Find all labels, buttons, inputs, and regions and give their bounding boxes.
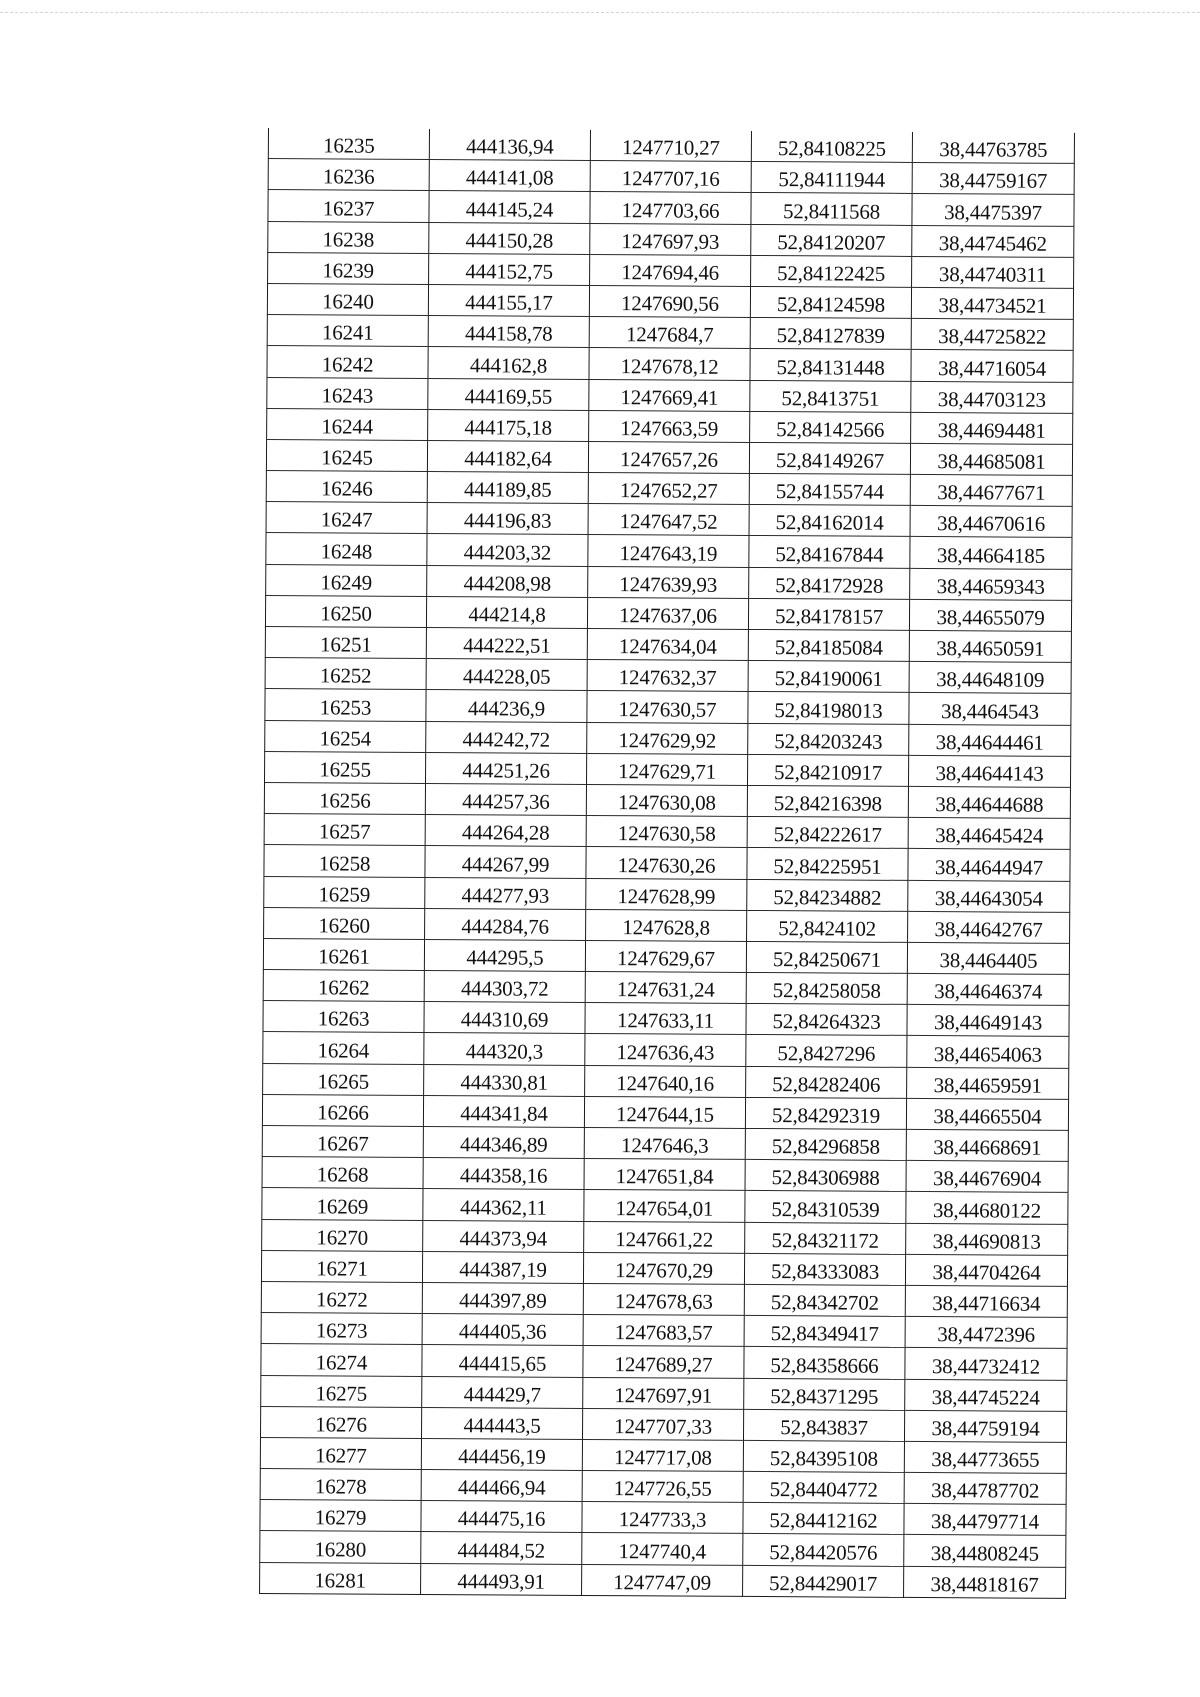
point-number-cell: 16268 (262, 1157, 423, 1189)
latitude-cell: 52,84142566 (750, 411, 911, 443)
y-coordinate-cell: 1247644,15 (584, 1096, 745, 1128)
x-coordinate-cell: 444295,5 (424, 939, 585, 971)
latitude-cell: 52,84296858 (745, 1128, 906, 1160)
x-coordinate-cell: 444362,11 (423, 1189, 584, 1221)
y-coordinate-cell: 1247661,22 (584, 1221, 745, 1253)
y-coordinate-cell: 1247683,57 (583, 1315, 744, 1347)
latitude-cell: 52,84190061 (748, 661, 909, 693)
coordinates-table-container (268, 128, 1074, 1597)
longitude-cell: 38,44716054 (911, 350, 1073, 382)
y-coordinate-cell: 1247697,93 (590, 223, 751, 255)
x-coordinate-cell: 444373,94 (423, 1220, 584, 1252)
longitude-cell: 38,44716634 (905, 1285, 1067, 1317)
latitude-cell: 52,8424102 (747, 910, 908, 942)
x-coordinate-cell: 444228,05 (426, 659, 587, 691)
latitude-cell: 52,843837 (743, 1409, 904, 1441)
x-coordinate-cell: 444284,76 (425, 908, 586, 940)
coordinates-table (259, 128, 1075, 1599)
table-row (267, 377, 1073, 413)
longitude-cell: 38,44665504 (906, 1098, 1068, 1130)
longitude-cell: 38,44659591 (907, 1067, 1069, 1099)
x-coordinate-cell: 444475,16 (421, 1501, 582, 1533)
y-coordinate-cell: 1247628,99 (586, 878, 747, 910)
latitude-cell: 52,84122425 (751, 255, 912, 287)
longitude-cell: 38,44763785 (912, 132, 1074, 164)
table-row (264, 907, 1070, 943)
y-coordinate-cell: 1247630,57 (587, 691, 748, 723)
point-number-cell: 16280 (260, 1531, 421, 1563)
point-number-cell: 16236 (268, 159, 429, 191)
point-number-cell: 16269 (262, 1188, 423, 1220)
latitude-cell: 52,84172928 (749, 567, 910, 599)
longitude-cell: 38,44703123 (911, 381, 1073, 413)
x-coordinate-cell: 444162,8 (428, 347, 589, 379)
point-number-cell: 16241 (267, 315, 428, 347)
longitude-cell: 38,44670616 (910, 506, 1072, 538)
table-row (268, 252, 1074, 288)
longitude-cell: 38,4464405 (907, 942, 1069, 974)
table-row (262, 1188, 1068, 1224)
point-number-cell: 16242 (267, 346, 428, 378)
latitude-cell: 52,84420576 (743, 1534, 904, 1566)
x-coordinate-cell: 444264,28 (425, 815, 586, 847)
y-coordinate-cell: 1247634,04 (587, 628, 748, 660)
longitude-cell: 38,44680122 (906, 1192, 1068, 1224)
table-row (261, 1250, 1067, 1286)
y-coordinate-cell: 1247639,93 (588, 566, 749, 598)
longitude-cell: 38,44650591 (909, 630, 1071, 662)
table-row (264, 814, 1070, 850)
x-coordinate-cell: 444150,28 (429, 222, 590, 254)
longitude-cell: 38,44649143 (907, 1005, 1069, 1037)
point-number-cell: 16247 (266, 502, 427, 534)
y-coordinate-cell: 1247740,4 (582, 1533, 743, 1565)
y-coordinate-cell: 1247628,8 (586, 909, 747, 941)
table-row (266, 439, 1072, 475)
x-coordinate-cell: 444208,98 (427, 565, 588, 597)
longitude-cell: 38,44677671 (910, 474, 1072, 506)
point-number-cell: 16266 (262, 1094, 423, 1126)
latitude-cell: 52,8427296 (746, 1035, 907, 1067)
x-coordinate-cell: 444443,5 (421, 1407, 582, 1439)
y-coordinate-cell: 1247733,3 (582, 1502, 743, 1534)
point-number-cell: 16246 (266, 471, 427, 503)
point-number-cell: 16258 (264, 845, 425, 877)
y-coordinate-cell: 1247717,08 (582, 1439, 743, 1471)
latitude-cell: 52,84149267 (749, 442, 910, 474)
table-row (264, 845, 1070, 881)
x-coordinate-cell: 444277,93 (425, 877, 586, 909)
latitude-cell: 52,84342702 (744, 1284, 905, 1316)
table-row (263, 1063, 1069, 1099)
table-row (265, 720, 1071, 756)
table-row (266, 471, 1072, 507)
longitude-cell: 38,44646374 (907, 973, 1069, 1005)
x-coordinate-cell: 444145,24 (429, 191, 590, 223)
table-row (268, 190, 1074, 226)
point-number-cell: 16243 (267, 377, 428, 409)
longitude-cell: 38,44644461 (909, 724, 1071, 756)
longitude-cell: 38,44648109 (909, 662, 1071, 694)
point-number-cell: 16272 (261, 1281, 422, 1313)
point-number-cell: 16277 (260, 1437, 421, 1469)
x-coordinate-cell: 444203,32 (427, 534, 588, 566)
point-number-cell: 16273 (261, 1313, 422, 1345)
latitude-cell: 52,84222617 (747, 817, 908, 849)
y-coordinate-cell: 1247647,52 (588, 504, 749, 536)
longitude-cell: 38,44797714 (904, 1504, 1066, 1536)
point-number-cell: 16238 (268, 221, 429, 253)
latitude-cell: 52,84178157 (748, 598, 909, 630)
latitude-cell: 52,84167844 (749, 536, 910, 568)
x-coordinate-cell: 444415,65 (422, 1345, 583, 1377)
longitude-cell: 38,44704264 (905, 1254, 1067, 1286)
latitude-cell: 52,84358666 (744, 1347, 905, 1379)
point-number-cell: 16250 (265, 595, 426, 627)
x-coordinate-cell: 444242,72 (426, 721, 587, 753)
point-number-cell: 16253 (265, 689, 426, 721)
point-number-cell: 16263 (263, 1001, 424, 1033)
table-row (261, 1406, 1067, 1442)
x-coordinate-cell: 444169,55 (428, 378, 589, 410)
y-coordinate-cell: 1247651,84 (584, 1159, 745, 1191)
coordinates-table-body (260, 128, 1075, 1598)
y-coordinate-cell: 1247657,26 (588, 441, 749, 473)
point-number-cell: 16256 (264, 782, 425, 814)
latitude-cell: 52,84155744 (749, 474, 910, 506)
point-number-cell: 16281 (260, 1562, 421, 1594)
longitude-cell: 38,4475397 (912, 194, 1074, 226)
table-row (264, 876, 1070, 912)
y-coordinate-cell: 1247678,63 (583, 1283, 744, 1315)
x-coordinate-cell: 444267,99 (425, 846, 586, 878)
x-coordinate-cell: 444175,18 (428, 409, 589, 441)
latitude-cell: 52,84120207 (751, 224, 912, 256)
longitude-cell: 38,44732412 (905, 1348, 1067, 1380)
x-coordinate-cell: 444310,69 (424, 1002, 585, 1034)
y-coordinate-cell: 1247670,29 (583, 1252, 744, 1284)
y-coordinate-cell: 1247646,3 (584, 1127, 745, 1159)
table-row (265, 689, 1071, 725)
latitude-cell: 52,84234882 (747, 879, 908, 911)
point-number-cell: 16276 (261, 1406, 422, 1438)
y-coordinate-cell: 1247630,26 (586, 847, 747, 879)
y-coordinate-cell: 1247629,67 (585, 940, 746, 972)
table-row (261, 1344, 1067, 1380)
y-coordinate-cell: 1247669,41 (589, 379, 750, 411)
table-row (262, 1094, 1068, 1130)
point-number-cell: 16252 (265, 658, 426, 690)
longitude-cell: 38,4464543 (909, 693, 1071, 725)
table-row (260, 1531, 1066, 1567)
x-coordinate-cell: 444303,72 (424, 971, 585, 1003)
table-row (267, 283, 1073, 319)
point-number-cell: 16244 (267, 408, 428, 440)
latitude-cell: 52,84258058 (746, 973, 907, 1005)
x-coordinate-cell: 444493,91 (421, 1563, 582, 1595)
latitude-cell: 52,84111944 (751, 162, 912, 194)
latitude-cell: 52,84404772 (743, 1471, 904, 1503)
x-coordinate-cell: 444358,16 (423, 1158, 584, 1190)
longitude-cell: 38,44643054 (908, 880, 1070, 912)
x-coordinate-cell: 444152,75 (429, 253, 590, 285)
longitude-cell: 38,44745224 (905, 1379, 1067, 1411)
y-coordinate-cell: 1247697,91 (583, 1377, 744, 1409)
longitude-cell: 38,44654063 (907, 1036, 1069, 1068)
table-row (267, 408, 1073, 444)
x-coordinate-cell: 444330,81 (424, 1064, 585, 1096)
table-row (261, 1313, 1067, 1349)
x-coordinate-cell: 444196,83 (427, 503, 588, 535)
latitude-cell: 52,84264323 (746, 1004, 907, 1036)
point-number-cell: 16271 (261, 1250, 422, 1282)
point-number-cell: 16255 (265, 751, 426, 783)
point-number-cell: 16249 (266, 564, 427, 596)
x-coordinate-cell: 444397,89 (422, 1282, 583, 1314)
x-coordinate-cell: 444158,78 (428, 316, 589, 348)
x-coordinate-cell: 444257,36 (425, 783, 586, 815)
table-row (261, 1375, 1067, 1411)
y-coordinate-cell: 1247707,16 (590, 161, 751, 193)
longitude-cell: 38,44644143 (908, 755, 1070, 787)
y-coordinate-cell: 1247710,27 (590, 130, 751, 162)
longitude-cell: 38,44808245 (904, 1535, 1066, 1567)
latitude-cell: 52,84371295 (744, 1378, 905, 1410)
latitude-cell: 52,84210917 (747, 754, 908, 786)
point-number-cell: 16260 (264, 907, 425, 939)
y-coordinate-cell: 1247640,16 (585, 1065, 746, 1097)
y-coordinate-cell: 1247637,06 (587, 597, 748, 629)
point-number-cell: 16265 (263, 1063, 424, 1095)
latitude-cell: 52,84198013 (748, 692, 909, 724)
point-number-cell: 16275 (261, 1375, 422, 1407)
latitude-cell: 52,84250671 (746, 941, 907, 973)
x-coordinate-cell: 444429,7 (422, 1376, 583, 1408)
latitude-cell: 52,84412162 (743, 1503, 904, 1535)
y-coordinate-cell: 1247678,12 (589, 348, 750, 380)
latitude-cell: 52,84127839 (750, 318, 911, 350)
latitude-cell: 52,8411568 (751, 193, 912, 225)
longitude-cell: 38,44694481 (911, 412, 1073, 444)
point-number-cell: 16257 (264, 814, 425, 846)
table-row (263, 1032, 1069, 1068)
table-row (268, 128, 1074, 164)
latitude-cell: 52,84321172 (745, 1222, 906, 1254)
table-row (260, 1437, 1066, 1473)
point-number-cell: 16274 (261, 1344, 422, 1376)
longitude-cell: 38,44664185 (910, 537, 1072, 569)
x-coordinate-cell: 444136,94 (429, 129, 590, 161)
table-row (265, 626, 1071, 662)
y-coordinate-cell: 1247694,46 (590, 254, 751, 286)
table-row (265, 658, 1071, 694)
longitude-cell: 38,44644688 (908, 786, 1070, 818)
x-coordinate-cell: 444251,26 (425, 752, 586, 784)
latitude-cell: 52,84124598 (750, 286, 911, 318)
longitude-cell: 38,4472396 (905, 1317, 1067, 1349)
y-coordinate-cell: 1247630,58 (586, 816, 747, 848)
y-coordinate-cell: 1247652,27 (588, 473, 749, 505)
x-coordinate-cell: 444387,19 (422, 1251, 583, 1283)
x-coordinate-cell: 444456,19 (421, 1438, 582, 1470)
longitude-cell: 38,44655079 (909, 599, 1071, 631)
longitude-cell: 38,44745462 (912, 225, 1074, 257)
longitude-cell: 38,44734521 (911, 287, 1073, 319)
point-number-cell: 16259 (264, 876, 425, 908)
point-number-cell: 16239 (268, 252, 429, 284)
x-coordinate-cell: 444155,17 (428, 284, 589, 316)
point-number-cell: 16254 (265, 720, 426, 752)
y-coordinate-cell: 1247643,19 (588, 535, 749, 567)
point-number-cell: 16245 (266, 439, 427, 471)
table-row (262, 1125, 1068, 1161)
table-row (262, 1157, 1068, 1193)
x-coordinate-cell: 444320,3 (424, 1033, 585, 1065)
latitude-cell: 52,84349417 (744, 1316, 905, 1348)
longitude-cell: 38,44759194 (904, 1410, 1066, 1442)
table-row (260, 1562, 1066, 1598)
longitude-cell: 38,44685081 (910, 443, 1072, 475)
table-row (262, 1219, 1068, 1255)
table-row (266, 502, 1072, 538)
x-coordinate-cell: 444466,94 (421, 1470, 582, 1502)
table-row (263, 1001, 1069, 1037)
y-coordinate-cell: 1247703,66 (590, 192, 751, 224)
table-row (263, 938, 1069, 974)
x-coordinate-cell: 444214,8 (426, 596, 587, 628)
latitude-cell: 52,84292319 (745, 1097, 906, 1129)
y-coordinate-cell: 1247726,55 (582, 1471, 743, 1503)
point-number-cell: 16278 (260, 1469, 421, 1501)
latitude-cell: 52,84162014 (749, 505, 910, 537)
point-number-cell: 16248 (266, 533, 427, 565)
table-row (267, 346, 1073, 382)
latitude-cell: 52,84216398 (747, 785, 908, 817)
latitude-cell: 52,84306988 (745, 1160, 906, 1192)
y-coordinate-cell: 1247747,09 (582, 1564, 743, 1596)
latitude-cell: 52,84108225 (751, 131, 912, 163)
longitude-cell: 38,44642767 (908, 911, 1070, 943)
y-coordinate-cell: 1247631,24 (585, 972, 746, 1004)
y-coordinate-cell: 1247632,37 (587, 660, 748, 692)
longitude-cell: 38,44725822 (911, 319, 1073, 351)
point-number-cell: 16267 (262, 1125, 423, 1157)
latitude-cell: 52,84429017 (743, 1565, 904, 1597)
latitude-cell: 52,84282406 (746, 1066, 907, 1098)
x-coordinate-cell: 444189,85 (427, 472, 588, 504)
point-number-cell: 16237 (268, 190, 429, 222)
latitude-cell: 52,84203243 (748, 723, 909, 755)
longitude-cell: 38,44668691 (906, 1129, 1068, 1161)
point-number-cell: 16251 (265, 626, 426, 658)
x-coordinate-cell: 444182,64 (427, 440, 588, 472)
longitude-cell: 38,44659343 (910, 568, 1072, 600)
table-row (268, 221, 1074, 257)
y-coordinate-cell: 1247630,08 (586, 784, 747, 816)
latitude-cell: 52,84225951 (747, 848, 908, 880)
table-row (266, 564, 1072, 600)
y-coordinate-cell: 1247689,27 (583, 1346, 744, 1378)
latitude-cell: 52,84185084 (748, 629, 909, 661)
table-row (264, 782, 1070, 818)
latitude-cell: 52,84395108 (743, 1440, 904, 1472)
point-number-cell: 16264 (263, 1032, 424, 1064)
table-row (265, 751, 1071, 787)
y-coordinate-cell: 1247629,92 (587, 722, 748, 754)
table-row (263, 970, 1069, 1006)
point-number-cell: 16279 (260, 1500, 421, 1532)
y-coordinate-cell: 1247690,56 (589, 285, 750, 317)
table-row (261, 1281, 1067, 1317)
x-coordinate-cell: 444405,36 (422, 1314, 583, 1346)
point-number-cell: 16262 (263, 970, 424, 1002)
table-row (268, 159, 1074, 195)
x-coordinate-cell: 444222,51 (426, 627, 587, 659)
table-row (260, 1500, 1066, 1536)
x-coordinate-cell: 444141,08 (429, 160, 590, 192)
x-coordinate-cell: 444346,89 (423, 1126, 584, 1158)
table-row (266, 533, 1072, 569)
latitude-cell: 52,84310539 (745, 1191, 906, 1223)
y-coordinate-cell: 1247684,7 (589, 317, 750, 349)
point-number-cell: 16235 (268, 128, 429, 160)
x-coordinate-cell: 444484,52 (421, 1532, 582, 1564)
latitude-cell: 52,84333083 (744, 1253, 905, 1285)
y-coordinate-cell: 1247663,59 (589, 410, 750, 442)
longitude-cell: 38,44773655 (904, 1441, 1066, 1473)
table-row (265, 595, 1071, 631)
y-coordinate-cell: 1247707,33 (582, 1408, 743, 1440)
y-coordinate-cell: 1247636,43 (585, 1034, 746, 1066)
longitude-cell: 38,44818167 (904, 1566, 1066, 1598)
point-number-cell: 16261 (263, 938, 424, 970)
y-coordinate-cell: 1247633,11 (585, 1003, 746, 1035)
y-coordinate-cell: 1247629,71 (586, 753, 747, 785)
point-number-cell: 16270 (262, 1219, 423, 1251)
longitude-cell: 38,44690813 (906, 1223, 1068, 1255)
latitude-cell: 52,84131448 (750, 349, 911, 381)
y-coordinate-cell: 1247654,01 (584, 1190, 745, 1222)
table-row (267, 315, 1073, 351)
point-number-cell: 16240 (267, 283, 428, 315)
x-coordinate-cell: 444236,9 (426, 690, 587, 722)
longitude-cell: 38,44787702 (904, 1472, 1066, 1504)
table-row (260, 1469, 1066, 1505)
scan-top-edge (0, 12, 1200, 13)
x-coordinate-cell: 444341,84 (423, 1095, 584, 1127)
latitude-cell: 52,8413751 (750, 380, 911, 412)
longitude-cell: 38,44759167 (912, 163, 1074, 195)
longitude-cell: 38,44645424 (908, 818, 1070, 850)
longitude-cell: 38,44676904 (906, 1161, 1068, 1193)
longitude-cell: 38,44644947 (908, 849, 1070, 881)
longitude-cell: 38,44740311 (912, 256, 1074, 288)
